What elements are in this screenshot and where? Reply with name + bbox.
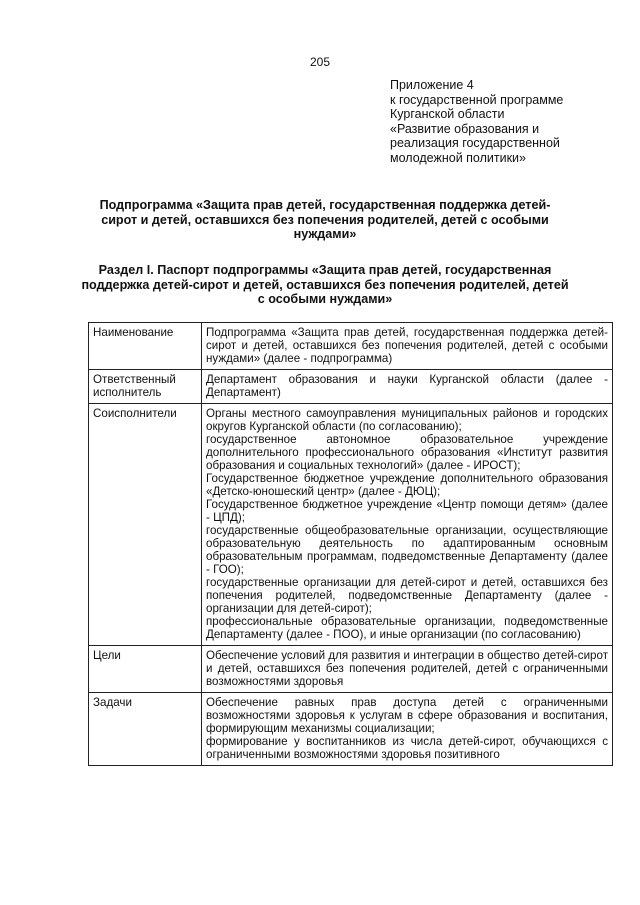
subprogram-title <box>80 198 570 242</box>
value-line: профессиональные образовательные организации, подведомственные Департаменту (далее - ПОО), и иные организации (по согласованию) <box>206 615 608 641</box>
appendix-line: Приложение 4 <box>390 78 474 92</box>
appendix-note <box>390 78 630 165</box>
row-value: Подпрограмма «Защита прав детей, государственная поддержка детей-сирот и детей, оставшихся без попечения родителей, детей с особыми нуждами» (далее - подпрограмма) <box>202 323 613 370</box>
section-title <box>80 263 570 307</box>
value-line: государственное автономное образовательное учреждение дополнительного профессионального образования «Институт развития образования и социальных технологий» (далее - ИРОСТ); <box>206 433 608 472</box>
table-row <box>89 404 613 646</box>
value-line: Обеспечение равных прав доступа детей с ограниченными возможностями здоровья к услугам в сфере образования и воспитания, формирующим механизмы социализации; <box>206 696 608 735</box>
row-label: Задачи <box>89 693 202 766</box>
appendix-line: «Развитие образования и <box>390 121 540 136</box>
table-row <box>89 323 613 370</box>
appendix-line: молодежной политики» <box>390 150 526 165</box>
row-label: Ответственный исполнитель <box>89 370 202 404</box>
passport-table <box>88 322 613 766</box>
row-value <box>202 693 613 766</box>
row-value: Обеспечение условий для развития и интеграции в общество детей-сирот и детей, оставшихся без попечения родителей, детей с ограниченными возможностями здоровья <box>202 646 613 693</box>
title-line: сирот и детей, оставшихся без попечения родителей, детей с особыми <box>101 212 549 227</box>
table-row <box>89 646 613 693</box>
page-number: 205 <box>309 55 331 69</box>
section-title-line: Раздел I. Паспорт подпрограммы «Защита прав детей, государственная <box>98 263 552 277</box>
value-line: государственные общеобразовательные организации, осуществляющие образовательную деятельность по адаптированным основным образовательным программам, подведомственные Департаменту (далее - ГОО); <box>206 524 608 576</box>
table-row <box>89 693 613 766</box>
section-title-line: с особыми нуждами» <box>257 292 393 306</box>
row-label: Наименование <box>89 323 202 370</box>
table-row <box>89 370 613 404</box>
value-line: Государственное бюджетное учреждение «Центр помощи детям» (далее - ЦПД); <box>206 498 608 524</box>
row-label: Соисполнители <box>89 404 202 646</box>
value-line: формирование у воспитанников из числа детей-сирот, обучающихся с ограниченными возможностями здоровья позитивного <box>206 735 608 761</box>
appendix-line: реализация государственной <box>390 136 560 150</box>
title-line: Подпрограмма «Защита прав детей, государственная поддержка детей- <box>99 198 551 212</box>
row-label: Цели <box>89 646 202 693</box>
value-line: Государственное бюджетное учреждение дополнительного образования «Детско-юношеский центр» (далее - ДЮЦ); <box>206 472 608 498</box>
appendix-line: Курганской области <box>390 107 505 121</box>
row-value: Департамент образования и науки Курганской области (далее - Департамент) <box>202 370 613 404</box>
value-line: государственные организации для детей-сирот и детей, оставшихся без попечения родителей, подведомственные Департаменту (далее - организации для детей-сирот); <box>206 576 608 615</box>
section-title-line: поддержка детей-сирот и детей, оставшихся без попечения родителей, детей <box>81 277 569 292</box>
appendix-line: к государственной программе <box>390 92 564 107</box>
title-line: нуждами» <box>293 227 357 241</box>
value-line: Органы местного самоуправления муниципальных районов и городских округов Курганской области (по согласованию); <box>206 407 608 433</box>
row-value <box>202 404 613 646</box>
